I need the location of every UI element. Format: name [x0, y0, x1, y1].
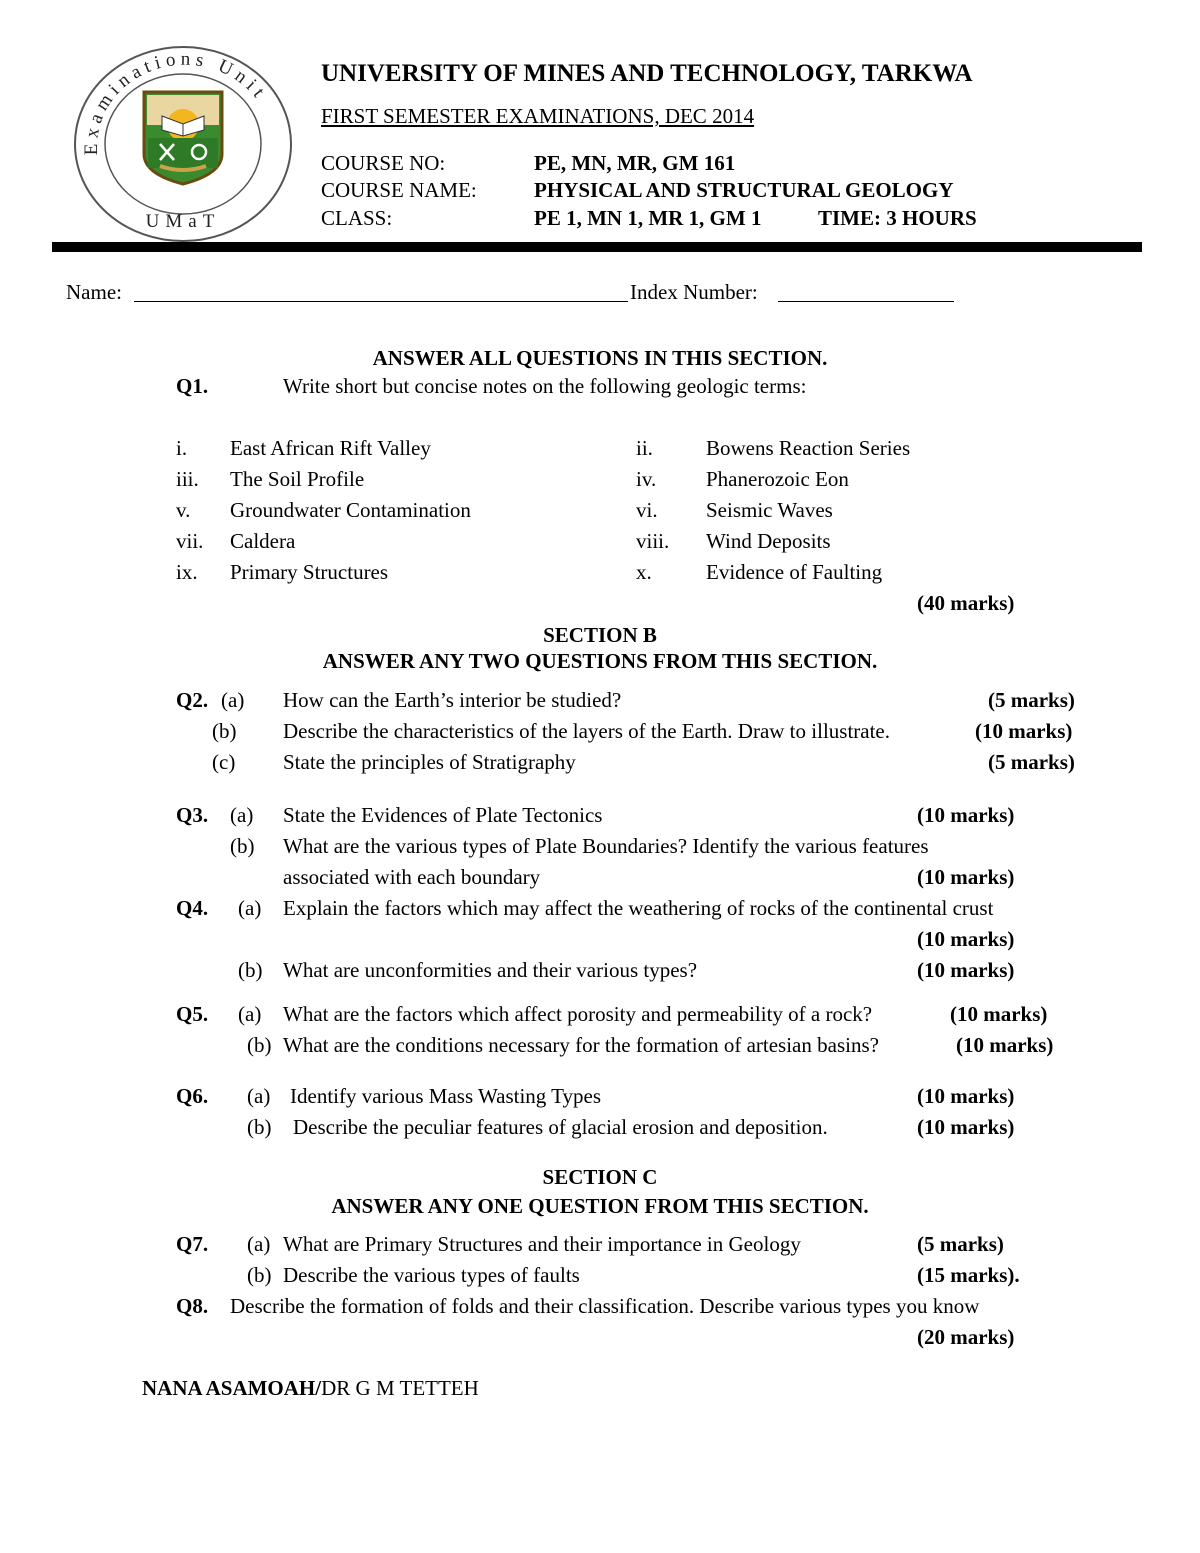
examiners-line	[142, 1376, 479, 1401]
course-no-value: PE, MN, MR, GM 161	[534, 151, 736, 175]
term-number: vii.	[176, 529, 204, 553]
q2-b-text: Describe the characteristics of the layers of the Earth. Draw to illustrate.	[283, 719, 891, 743]
q4-b-text: What are unconformities and their various types?	[283, 958, 698, 982]
section-a-instruction: ANSWER ALL QUESTIONS IN THIS SECTION.	[372, 346, 828, 370]
q4-a-marks: (10 marks)	[917, 927, 1015, 951]
term-text: Phanerozoic Eon	[706, 467, 849, 491]
q2-a-text: How can the Earth’s interior be studied?	[283, 688, 622, 712]
q8-marks: (20 marks)	[917, 1325, 1015, 1349]
q6-b-label: (b)	[247, 1115, 272, 1139]
term-text: East African Rift Valley	[230, 436, 431, 460]
q2-c-text: State the principles of Stratigraphy	[283, 750, 576, 774]
q4-b-label: (b)	[238, 958, 263, 982]
q3-b-label: (b)	[230, 834, 255, 858]
q2-c-marks: (5 marks)	[988, 750, 1075, 774]
course-name-value: PHYSICAL AND STRUCTURAL GEOLOGY	[534, 178, 954, 202]
q6-a-text: Identify various Mass Wasting Types	[290, 1084, 602, 1108]
seal-ring-text: Examinations Unit	[80, 48, 272, 156]
q5-b-label: (b)	[247, 1033, 272, 1057]
q3-b-text-line1: What are the various types of Plate Boundaries? Identify the various features	[283, 834, 929, 858]
section-b-instruction: ANSWER ANY TWO QUESTIONS FROM THIS SECTION.	[322, 649, 878, 673]
q4-b-marks: (10 marks)	[917, 958, 1015, 982]
term-number: i.	[176, 436, 188, 460]
term-number: iv.	[636, 467, 657, 491]
q2-b-marks: (10 marks)	[975, 719, 1073, 743]
q4-a-text: Explain the factors which may affect the weathering of rocks of the continental crust	[283, 896, 994, 920]
course-name-label: COURSE NAME:	[321, 178, 477, 202]
section-c-title: SECTION C	[542, 1165, 658, 1189]
q3-a-marks: (10 marks)	[917, 803, 1015, 827]
q5-b-marks: (10 marks)	[956, 1033, 1054, 1057]
q6-b-marks: (10 marks)	[917, 1115, 1015, 1139]
q3-b-marks: (10 marks)	[917, 865, 1015, 889]
term-number: iii.	[176, 467, 199, 491]
q2-a-label: (a)	[221, 688, 245, 712]
q1-number: Q1.	[176, 374, 209, 398]
q2-number: Q2.	[176, 688, 209, 712]
q1-marks: (40 marks)	[917, 591, 1015, 615]
q5-a-label: (a)	[238, 1002, 262, 1026]
term-text: Evidence of Faulting	[706, 560, 883, 584]
header-divider	[52, 242, 1142, 252]
q7-a-text: What are Primary Structures and their importance in Geology	[283, 1232, 801, 1256]
q5-b-text: What are the conditions necessary for the formation of artesian basins?	[283, 1033, 879, 1057]
q6-b-text: Describe the peculiar features of glacial erosion and deposition.	[293, 1115, 828, 1139]
index-number-field-line	[778, 301, 954, 302]
term-number: v.	[176, 498, 191, 522]
q2-c-label: (c)	[212, 750, 236, 774]
term-number: ix.	[176, 560, 198, 584]
q6-a-label: (a)	[247, 1084, 271, 1108]
examiner-first: NANA ASAMOAH/	[142, 1376, 322, 1400]
q8-text: Describe the formation of folds and their classification. Describe various types you know	[230, 1294, 980, 1318]
q4-number: Q4.	[176, 896, 209, 920]
term-number: vi.	[636, 498, 658, 522]
q2-a-marks: (5 marks)	[988, 688, 1075, 712]
time-value: TIME: 3 HOURS	[818, 206, 977, 230]
term-text: The Soil Profile	[230, 467, 365, 491]
name-field-line	[134, 301, 628, 302]
seal-umat-text: UMaT	[145, 211, 221, 232]
university-crest-icon	[144, 92, 222, 184]
term-text: Seismic Waves	[706, 498, 833, 522]
q1-text: Write short but concise notes on the following geologic terms:	[283, 374, 807, 398]
q5-a-marks: (10 marks)	[950, 1002, 1048, 1026]
q4-a-label: (a)	[238, 896, 262, 920]
q3-a-text: State the Evidences of Plate Tectonics	[283, 803, 603, 827]
term-text: Caldera	[230, 529, 296, 553]
term-text: Bowens Reaction Series	[706, 436, 911, 460]
q7-a-marks: (5 marks)	[917, 1232, 1004, 1256]
umat-examinations-seal	[72, 44, 294, 244]
term-text: Groundwater Contamination	[230, 498, 471, 522]
class-label: CLASS:	[321, 206, 393, 230]
q7-b-label: (b)	[247, 1263, 272, 1287]
q7-number: Q7.	[176, 1232, 209, 1256]
q6-a-marks: (10 marks)	[917, 1084, 1015, 1108]
term-number: x.	[636, 560, 652, 584]
q5-a-text: What are the factors which affect porosity and permeability of a rock?	[283, 1002, 873, 1026]
class-value: PE 1, MN 1, MR 1, GM 1	[534, 206, 762, 230]
q7-b-text: Describe the various types of faults	[283, 1263, 580, 1287]
q3-a-label: (a)	[230, 803, 254, 827]
q8-number: Q8.	[176, 1294, 209, 1318]
exam-title: FIRST SEMESTER EXAMINATIONS, DEC 2014	[321, 104, 755, 128]
name-label: Name:	[66, 280, 122, 304]
q3-b-text-line2: associated with each boundary	[283, 865, 541, 889]
term-number: viii.	[636, 529, 670, 553]
examiner-second: DR G M TETTEH	[321, 1376, 479, 1400]
index-number-label: Index Number:	[630, 280, 758, 304]
university-title: UNIVERSITY OF MINES AND TECHNOLOGY, TARKWA	[321, 60, 973, 87]
section-c-instruction: ANSWER ANY ONE QUESTION FROM THIS SECTION.	[331, 1194, 869, 1218]
q7-b-marks: (15 marks).	[917, 1263, 1020, 1287]
q7-a-label: (a)	[247, 1232, 271, 1256]
section-b-title: SECTION B	[543, 623, 657, 647]
q3-number: Q3.	[176, 803, 209, 827]
term-text: Primary Structures	[230, 560, 389, 584]
q2-b-label: (b)	[212, 719, 237, 743]
q5-number: Q5.	[176, 1002, 209, 1026]
course-no-label: COURSE NO:	[321, 151, 446, 175]
term-number: ii.	[636, 436, 653, 460]
term-text: Wind Deposits	[706, 529, 831, 553]
q6-number: Q6.	[176, 1084, 209, 1108]
